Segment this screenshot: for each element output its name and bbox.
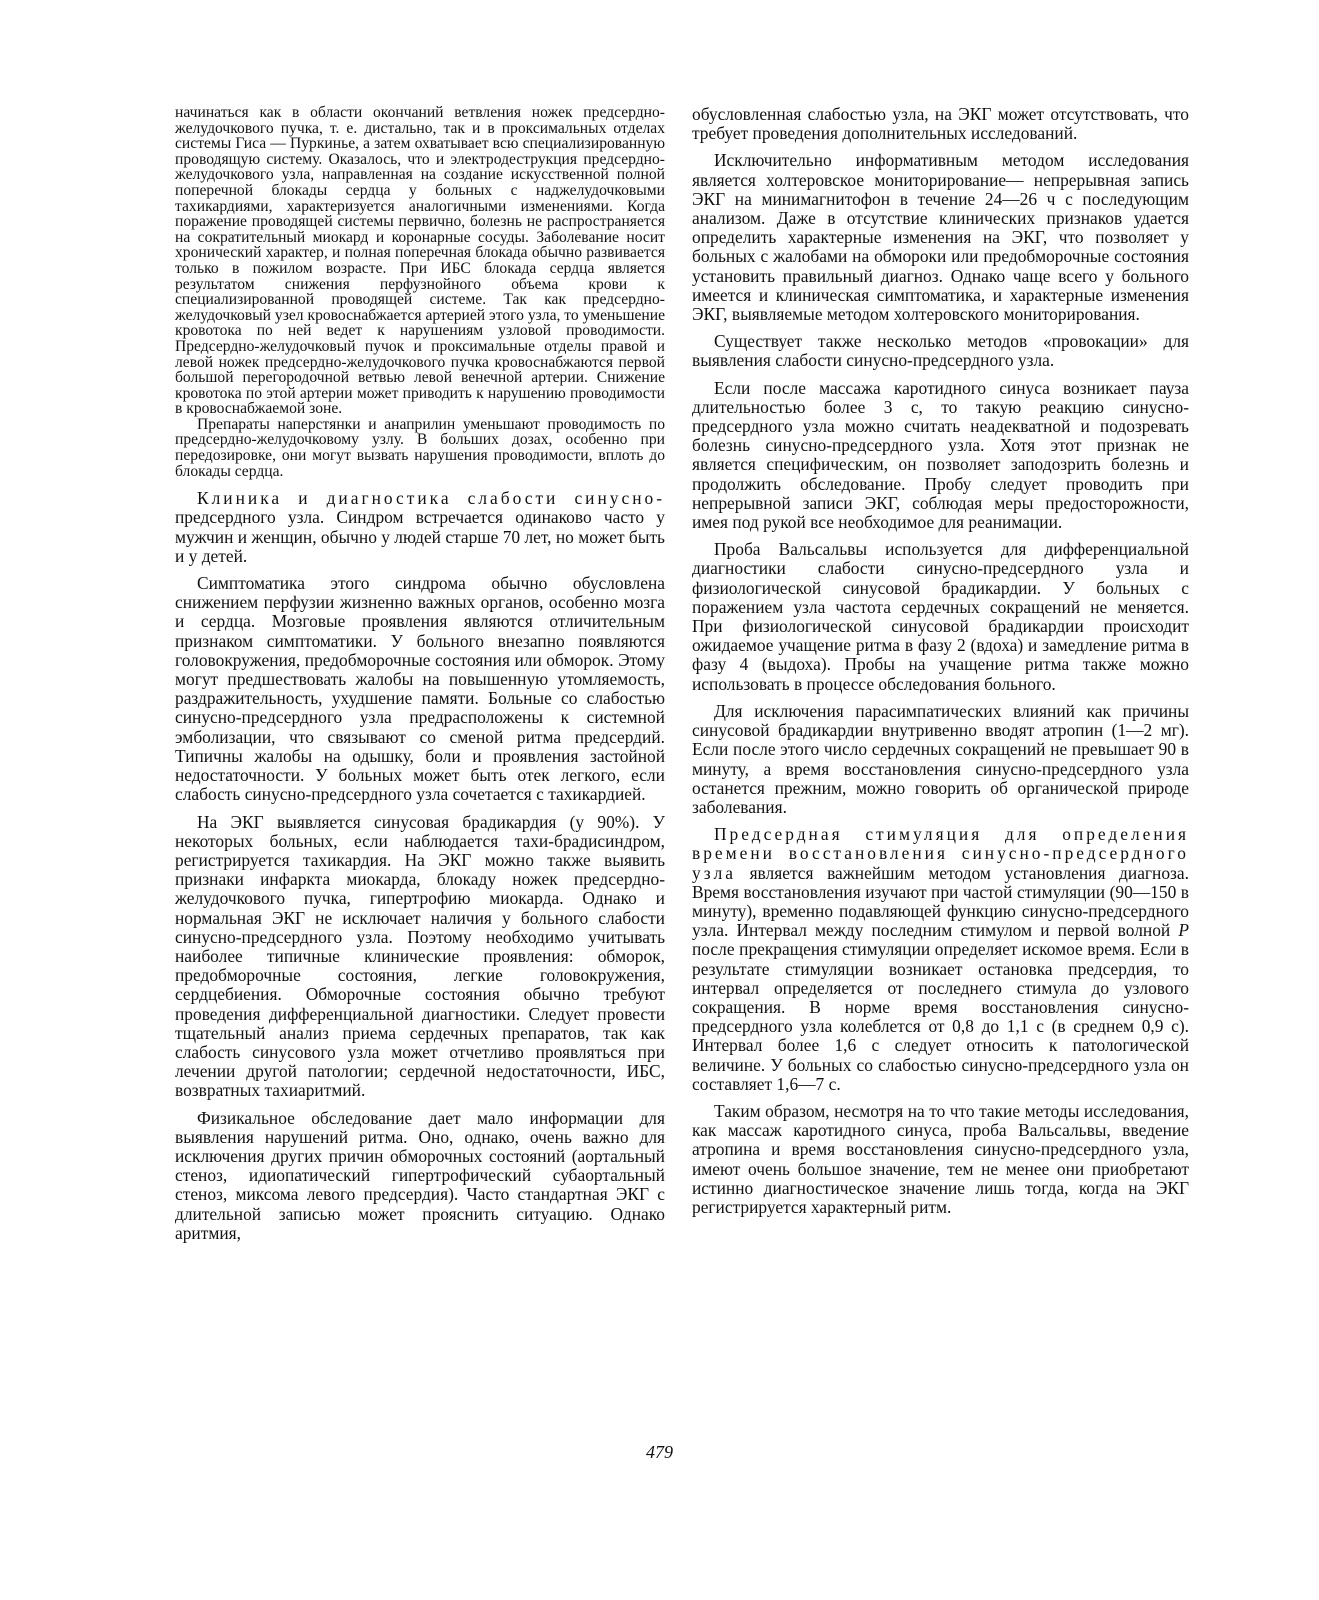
section-heading: Клиника и диагностика слабости синусно- [197, 488, 665, 509]
paragraph: Проба Вальсальвы используется для дифференциальной диагностики слабости синусно-предсердного узла и физиологической синусовой брадикардии. У больных с поражением узла частота сердечных сокращений не меняется. При физиологической синусовой брадикардии происходит ожидаемое учащение ритма в фазу 2 (вдоха) и замедление ритма в фазу 4 (выдоха). Пробы на учащение ритма также можно использовать в процессе обследования больного. [692, 539, 1189, 694]
paragraph: Таким образом, несмотря на то что такие методы исследования, как массаж каротидного синуса, проба Вальсальвы, введение атропина и время восстановления синусно-предсердного узла, имеют очень большое значение, тем не менее они приобретают истинно диагностическое значение лишь тогда, когда на ЭКГ регистрируется характерный ритм. [692, 1100, 1189, 1217]
paragraph-text: является важнейшим методом установления диагноза. Время восстановления изучают при частой стимуляции (90—150 в минуту), временно подавляющей функцию синусно-предсердного узла. Интервал между последним стимулом и первой волной [692, 862, 1189, 941]
right-column [692, 105, 1189, 1217]
paragraph: Симптоматика этого синдрома обычно обусловлена снижением перфузии жизненно важных органов, особенно мозга и сердца. Мозговые проявления являются отличительным признаком симптоматики. У больного внезапно появляются головокружения, предобморочные состояния или обморок. Этому могут предшествовать жалобы на повышенную утомляемость, раздражительность, ухудшение памяти. Больные со слабостью синусно-предсердного узла предрасположены к системной эмболизации, что связывают со сменой ритма предсердий. Типичны жалобы на одышку, боли и проявления застойной недостаточности. У больных может быть отек легкого, если слабость синусно-предсердного узла сочетается с тахикардией. [175, 573, 665, 805]
p-wave-symbol: P [1178, 920, 1189, 941]
spaced-term: Предсердная стимуляция для определения времени восстановления синусно-предсердного узла [692, 824, 1189, 883]
left-column [175, 105, 665, 1243]
paragraph: Существует также несколько методов «провокации» для выявления слабости синусно-предсердного узла. [692, 331, 1189, 371]
paragraph: обусловленная слабостью узла, на ЭКГ может отсутствовать, что требует проведения дополнительных исследований. [692, 104, 1189, 144]
paragraph-text: предсердного узла. Синдром встречается одинаково часто у мужчин и женщин, обычно у людей старше 70 лет, но может быть и у детей. [175, 507, 665, 566]
small-print-block [175, 105, 665, 479]
main-text-block [175, 489, 665, 1243]
paragraph: начинаться как в области окончаний ветвления ножек предсердно-желудочкового пучка, т. е. дистально, так и в проксимальных отделах системы Гиса — Пуркинье, а затем охватывает всю специализированную проводящую систему. Оказалось, что и электродеструкция предсердно-желудочкового узла, направленная на создание искусственной полной поперечной блокады сердца у больных с наджелудочковыми тахикардиями, характеризуется аналогичными изменениями. Когда поражение проводящей системы первично, болезнь не распространяется на сократительный миокард и коронарные сосуды. Заболевание носит хронический характер, и полная поперечная блокада обычно развивается только в пожилом возрасте. При ИБС блокада сердца является результатом снижения перфузнойного объема крови к специализированной проводящей системе. Так как предсердно-желудочковый узел кровоснабжается артерией этого узла, то уменьшение кровотока по ней ведет к нарушениям узловой проводимости. Предсердно-желудочковый пучок и проксимальные отделы правой и левой ножек предсердно-желудочкового пучка кровоснабжаются первой большой перегородочной ветвью левой венечной артерии. Снижение кровотока по этой артерии может приводить к нарушению проводимости в кровоснабжаемой зоне. [175, 104, 665, 418]
paragraph: Если после массажа каротидного синуса возникает пауза длительностью более 3 с, то такую реакцию синусно-предсердного узла можно считать неадекватной и подозревать болезнь синусно-предсердного узла. Хотя этот признак не является специфическим, он позволяет заподозрить болезнь и продолжить обследование. Пробу следует проводить при непрерывной записи ЭКГ, соблюдая меры предосторожности, имея под рукой все необходимое для реанимации. [692, 377, 1189, 533]
paragraph-text: после прекращения стимуляции определяет искомое время. Если в результате стимуляции возникает остановка предсердия, то интервал определяется от последнего стимула до узлового сокращения. В норме время восстановления синусно-предсердного узла колеблется от 0,8 до 1,1 с (в среднем 0,9 с). Интервал более 1,6 с следует относить к патологической величине. У больных со слабостью синусно-предсердного узла он составляет 1,6—7 с. [692, 939, 1189, 1094]
paragraph: Препараты наперстянки и анаприлин уменьшают проводимость по предсердно-желудочковому узлу. В больших дозах, особенно при передозировке, они могут вызвать нарушения проводимости, вплоть до блокады сердца. [175, 415, 665, 480]
paragraph: На ЭКГ выявляется синусовая брадикардия (у 90%). У некоторых больных, если наблюдается тахи-брадисиндром, регистрируется тахикардия. На ЭКГ можно также выявить признаки инфаркта миокарда, блокаду ножек предсердно-желудочкового пучка, гипертрофию миокарда. Однако и нормальная ЭКГ не исключает наличия у больного слабости синусно-предсердного узла. Поэтому необходимо учитывать наиболее типичные клинические проявления: обморок, предобморочные состояния, легкие головокружения, сердцебиения. Обморочные состояния обычно требуют проведения дифференциальной диагностики. Следует провести тщательный анализ приема сердечных препаратов, так как слабость синусового узла может отчетливо проявляться при лечении другой патологии; сердечной недостаточности, ИБС, возвратных тахиаритмий. [175, 811, 665, 1101]
section-heading-paragraph [175, 489, 665, 566]
page-number: 479 [646, 1442, 673, 1462]
paragraph: Исключительно информативным методом исследования является холтеровское мониторирование— непрерывная запись ЭКГ на минимагнитофон в течение 24—26 ч с последующим анализом. Даже в отсутствие клинических признаков удается определить характерные изменения на ЭКГ, что позволяет у больных с жалобами на обмороки или предобморочные состояния установить правильный диагноз. Однако чаще всего у больного имеется и клиническая симптоматика, и характерные изменения ЭКГ, выявляемые методом холтеровского мониторирования. [692, 150, 1189, 325]
paragraph: Физикальное обследование дает мало информации для выявления нарушений ритма. Оно, однако, очень важно для исключения других причин обморочных состояний (аортальный стеноз, идиопатический гипертрофический субаортальный стеноз, миксома левого предсердия). Часто стандартная ЭКГ с длительной записью может прояснить ситуацию. Однако аритмия, [175, 1107, 665, 1243]
paragraph [692, 825, 1189, 1094]
paragraph: Для исключения парасимпатических влияний как причины синусовой брадикардии внутривенно вводят атропин (1—2 мг). Если после этого число сердечных сокращений не превышает 90 в минуту, а время восстановления синусно-предсердного узла останется прежним, можно говорить об органической природе заболевания. [692, 700, 1189, 817]
